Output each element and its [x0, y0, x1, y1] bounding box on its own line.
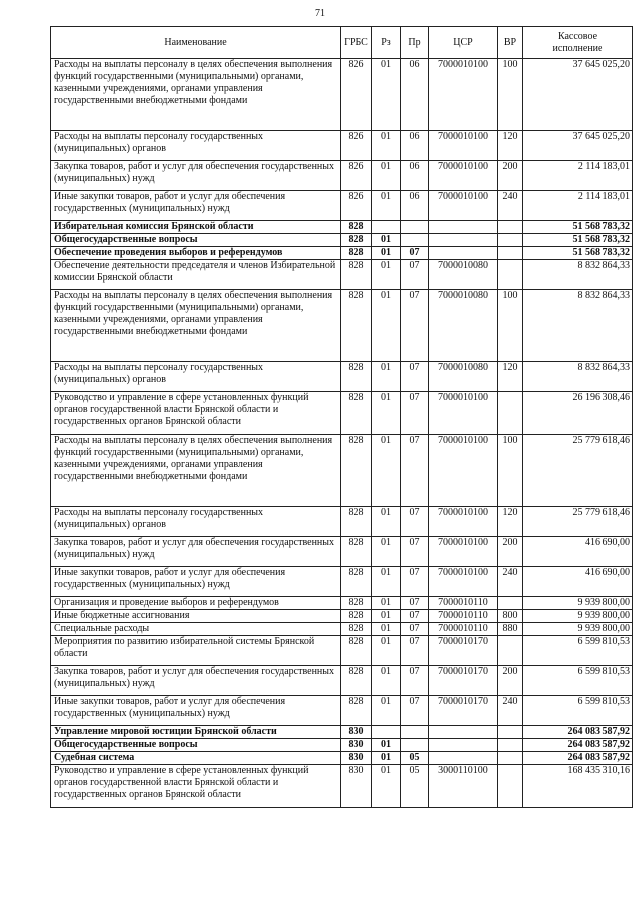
row-grbs: 828: [341, 696, 372, 726]
row-csr: 7000010170: [429, 636, 498, 666]
row-csr: 7000010110: [429, 597, 498, 610]
row-vr: [498, 739, 523, 752]
row-rz: 01: [372, 696, 401, 726]
row-amount: 6 599 810,53: [523, 636, 633, 666]
row-vr: 100: [498, 435, 523, 507]
row-name: Управление мировой юстиции Брянской области: [51, 726, 341, 739]
row-rz: 01: [372, 623, 401, 636]
row-rz: 01: [372, 59, 401, 131]
table-row: [51, 623, 633, 636]
row-grbs: 828: [341, 623, 372, 636]
row-csr: 7000010100: [429, 161, 498, 191]
table-row: [51, 636, 633, 666]
row-csr: 7000010170: [429, 666, 498, 696]
page-number: 71: [315, 8, 325, 19]
row-csr: 7000010100: [429, 191, 498, 221]
row-vr: [498, 234, 523, 247]
row-name: Расходы на выплаты персоналу в целях обеспечения выполнения функций государственными (муниципальными) органами, казенными учреждениями, органами управления государственными внебюджетными фондами: [51, 435, 341, 507]
row-amount: 26 196 308,46: [523, 392, 633, 435]
row-name: Расходы на выплаты персоналу государственных (муниципальных) органов: [51, 507, 341, 537]
row-rz: 01: [372, 260, 401, 290]
row-pr: [401, 726, 429, 739]
row-amount: 25 779 618,46: [523, 507, 633, 537]
row-pr: 06: [401, 161, 429, 191]
table-row: [51, 161, 633, 191]
row-vr: [498, 597, 523, 610]
table-row: [51, 567, 633, 597]
row-vr: 240: [498, 696, 523, 726]
row-grbs: 828: [341, 362, 372, 392]
table-row: [51, 752, 633, 765]
row-vr: [498, 260, 523, 290]
header-csr: ЦСР: [429, 27, 498, 59]
row-grbs: 828: [341, 597, 372, 610]
row-rz: 01: [372, 610, 401, 623]
row-csr: 7000010100: [429, 59, 498, 131]
row-rz: 01: [372, 131, 401, 161]
row-rz: 01: [372, 765, 401, 808]
row-grbs: 830: [341, 765, 372, 808]
row-amount: 264 083 587,92: [523, 726, 633, 739]
row-name: Общегосударственные вопросы: [51, 739, 341, 752]
row-grbs: 830: [341, 752, 372, 765]
header-name: Наименование: [51, 27, 341, 59]
row-rz: 01: [372, 392, 401, 435]
row-vr: 200: [498, 537, 523, 567]
table-row: [51, 739, 633, 752]
row-amount: 25 779 618,46: [523, 435, 633, 507]
row-name: Обеспечение проведения выборов и референдумов: [51, 247, 341, 260]
row-csr: 7000010110: [429, 623, 498, 636]
row-grbs: 828: [341, 537, 372, 567]
row-name: Расходы на выплаты персоналу государственных (муниципальных) органов: [51, 362, 341, 392]
row-pr: 07: [401, 507, 429, 537]
row-grbs: 828: [341, 260, 372, 290]
row-pr: 07: [401, 362, 429, 392]
row-amount: 264 083 587,92: [523, 752, 633, 765]
table-row: [51, 247, 633, 260]
table-row: [51, 537, 633, 567]
row-csr: [429, 234, 498, 247]
row-rz: 01: [372, 362, 401, 392]
table-row: [51, 610, 633, 623]
row-name: Избирательная комиссия Брянской области: [51, 221, 341, 234]
table-row: [51, 666, 633, 696]
row-grbs: 828: [341, 567, 372, 597]
row-csr: 7000010100: [429, 537, 498, 567]
row-name: Расходы на выплаты персоналу в целях обеспечения выполнения функций государственными (муниципальными) органами, казенными учреждениями, органами управления государственными внебюджетными фондами: [51, 59, 341, 131]
row-pr: 07: [401, 290, 429, 362]
row-pr: 07: [401, 392, 429, 435]
row-name: Иные закупки товаров, работ и услуг для обеспечения государственных (муниципальных) нужд: [51, 696, 341, 726]
row-name: Расходы на выплаты персоналу государственных (муниципальных) органов: [51, 131, 341, 161]
table-row: [51, 392, 633, 435]
row-name: Руководство и управление в сфере установленных функций органов государственной власти Брянской области и государственных органов Брянской области: [51, 765, 341, 808]
table-row: [51, 234, 633, 247]
row-amount: 8 832 864,33: [523, 362, 633, 392]
row-pr: 05: [401, 765, 429, 808]
row-amount: 37 645 025,20: [523, 131, 633, 161]
row-pr: 07: [401, 435, 429, 507]
table-row: [51, 59, 633, 131]
row-vr: 880: [498, 623, 523, 636]
row-rz: 01: [372, 537, 401, 567]
row-csr: 3000110100: [429, 765, 498, 808]
table-row: [51, 696, 633, 726]
row-pr: 07: [401, 610, 429, 623]
row-pr: 07: [401, 636, 429, 666]
row-grbs: 828: [341, 290, 372, 362]
row-vr: [498, 752, 523, 765]
row-vr: 800: [498, 610, 523, 623]
row-name: Обеспечение деятельности председателя и членов Избирательной комиссии Брянской области: [51, 260, 341, 290]
row-pr: 07: [401, 247, 429, 260]
row-pr: 05: [401, 752, 429, 765]
row-csr: 7000010110: [429, 610, 498, 623]
row-amount: 51 568 783,32: [523, 234, 633, 247]
row-rz: 01: [372, 191, 401, 221]
table-row: [51, 260, 633, 290]
row-amount: 8 832 864,33: [523, 290, 633, 362]
row-grbs: 828: [341, 247, 372, 260]
row-name: Специальные расходы: [51, 623, 341, 636]
table-row: [51, 507, 633, 537]
table-row: [51, 362, 633, 392]
row-amount: 6 599 810,53: [523, 666, 633, 696]
row-name: Закупка товаров, работ и услуг для обеспечения государственных (муниципальных) нужд: [51, 161, 341, 191]
row-pr: [401, 221, 429, 234]
row-vr: [498, 247, 523, 260]
row-name: Закупка товаров, работ и услуг для обеспечения государственных (муниципальных) нужд: [51, 537, 341, 567]
row-vr: 240: [498, 191, 523, 221]
row-amount: 2 114 183,01: [523, 191, 633, 221]
row-csr: [429, 752, 498, 765]
row-vr: [498, 221, 523, 234]
row-name: Руководство и управление в сфере установленных функций органов государственной власти Брянской области и государственных органов Брянской области: [51, 392, 341, 435]
row-csr: [429, 221, 498, 234]
row-rz: 01: [372, 752, 401, 765]
header-pr: Пр: [401, 27, 429, 59]
row-grbs: 828: [341, 636, 372, 666]
row-pr: [401, 234, 429, 247]
row-grbs: 830: [341, 726, 372, 739]
row-vr: 240: [498, 567, 523, 597]
row-pr: [401, 739, 429, 752]
row-vr: [498, 392, 523, 435]
header-rz: Рз: [372, 27, 401, 59]
row-rz: 01: [372, 567, 401, 597]
row-amount: 168 435 310,16: [523, 765, 633, 808]
row-amount: 8 832 864,33: [523, 260, 633, 290]
row-rz: 01: [372, 666, 401, 696]
row-grbs: 828: [341, 666, 372, 696]
row-vr: 100: [498, 290, 523, 362]
row-grbs: 828: [341, 392, 372, 435]
row-rz: 01: [372, 247, 401, 260]
row-csr: 7000010080: [429, 290, 498, 362]
row-rz: 01: [372, 234, 401, 247]
row-pr: 06: [401, 191, 429, 221]
table-row: [51, 290, 633, 362]
row-csr: 7000010100: [429, 507, 498, 537]
row-vr: 200: [498, 161, 523, 191]
row-rz: 01: [372, 636, 401, 666]
row-pr: 07: [401, 623, 429, 636]
row-amount: 416 690,00: [523, 567, 633, 597]
row-grbs: 826: [341, 131, 372, 161]
row-csr: 7000010100: [429, 435, 498, 507]
row-grbs: 828: [341, 507, 372, 537]
row-name: Иные закупки товаров, работ и услуг для обеспечения государственных (муниципальных) нужд: [51, 567, 341, 597]
row-rz: 01: [372, 507, 401, 537]
table-row: [51, 765, 633, 808]
table-row: [51, 726, 633, 739]
header-amount-line1: Кассовое: [557, 30, 598, 42]
table-row: [51, 131, 633, 161]
row-vr: 120: [498, 131, 523, 161]
row-csr: 7000010080: [429, 260, 498, 290]
row-vr: 120: [498, 362, 523, 392]
row-grbs: 826: [341, 59, 372, 131]
row-pr: 07: [401, 597, 429, 610]
header-grbs: ГРБС: [341, 27, 372, 59]
row-rz: 01: [372, 290, 401, 362]
row-amount: 37 645 025,20: [523, 59, 633, 131]
row-vr: [498, 636, 523, 666]
header-amount-line2: исполнение: [552, 42, 603, 54]
table-row: [51, 221, 633, 234]
row-rz: [372, 221, 401, 234]
row-pr: 07: [401, 537, 429, 567]
row-amount: 6 599 810,53: [523, 696, 633, 726]
row-csr: 7000010100: [429, 131, 498, 161]
row-pr: 07: [401, 567, 429, 597]
header-amount: [523, 27, 633, 59]
row-grbs: 826: [341, 161, 372, 191]
table-row: [51, 435, 633, 507]
table-header-row: [51, 27, 633, 59]
row-name: Иные закупки товаров, работ и услуг для обеспечения государственных (муниципальных) нужд: [51, 191, 341, 221]
row-csr: 7000010170: [429, 696, 498, 726]
row-name: Организация и проведение выборов и референдумов: [51, 597, 341, 610]
row-pr: 07: [401, 260, 429, 290]
row-vr: [498, 726, 523, 739]
expenditure-table: [50, 26, 633, 808]
row-csr: [429, 726, 498, 739]
row-csr: [429, 739, 498, 752]
row-rz: 01: [372, 435, 401, 507]
row-pr: 06: [401, 59, 429, 131]
row-rz: 01: [372, 161, 401, 191]
row-vr: 120: [498, 507, 523, 537]
row-name: Иные бюджетные ассигнования: [51, 610, 341, 623]
row-name: Мероприятия по развитию избирательной системы Брянской области: [51, 636, 341, 666]
row-grbs: 828: [341, 435, 372, 507]
row-grbs: 826: [341, 191, 372, 221]
row-pr: 07: [401, 696, 429, 726]
row-name: Расходы на выплаты персоналу в целях обеспечения выполнения функций государственными (муниципальными) органами, казенными учреждениями, органами управления государственными внебюджетными фондами: [51, 290, 341, 362]
row-vr: [498, 765, 523, 808]
row-rz: [372, 726, 401, 739]
row-vr: 200: [498, 666, 523, 696]
table-row: [51, 191, 633, 221]
row-vr: 100: [498, 59, 523, 131]
row-pr: 07: [401, 666, 429, 696]
row-grbs: 828: [341, 234, 372, 247]
row-amount: 9 939 800,00: [523, 623, 633, 636]
row-name: Закупка товаров, работ и услуг для обеспечения государственных (муниципальных) нужд: [51, 666, 341, 696]
header-vr: ВР: [498, 27, 523, 59]
row-name: Судебная система: [51, 752, 341, 765]
row-name: Общегосударственные вопросы: [51, 234, 341, 247]
row-csr: 7000010080: [429, 362, 498, 392]
row-csr: [429, 247, 498, 260]
row-csr: 7000010100: [429, 567, 498, 597]
row-amount: 2 114 183,01: [523, 161, 633, 191]
row-amount: 51 568 783,32: [523, 221, 633, 234]
row-amount: 51 568 783,32: [523, 247, 633, 260]
row-amount: 416 690,00: [523, 537, 633, 567]
row-amount: 9 939 800,00: [523, 597, 633, 610]
row-amount: 264 083 587,92: [523, 739, 633, 752]
table-row: [51, 597, 633, 610]
row-grbs: 830: [341, 739, 372, 752]
row-csr: 7000010100: [429, 392, 498, 435]
row-grbs: 828: [341, 610, 372, 623]
row-grbs: 828: [341, 221, 372, 234]
row-pr: 06: [401, 131, 429, 161]
row-rz: 01: [372, 597, 401, 610]
row-rz: 01: [372, 739, 401, 752]
row-amount: 9 939 800,00: [523, 610, 633, 623]
